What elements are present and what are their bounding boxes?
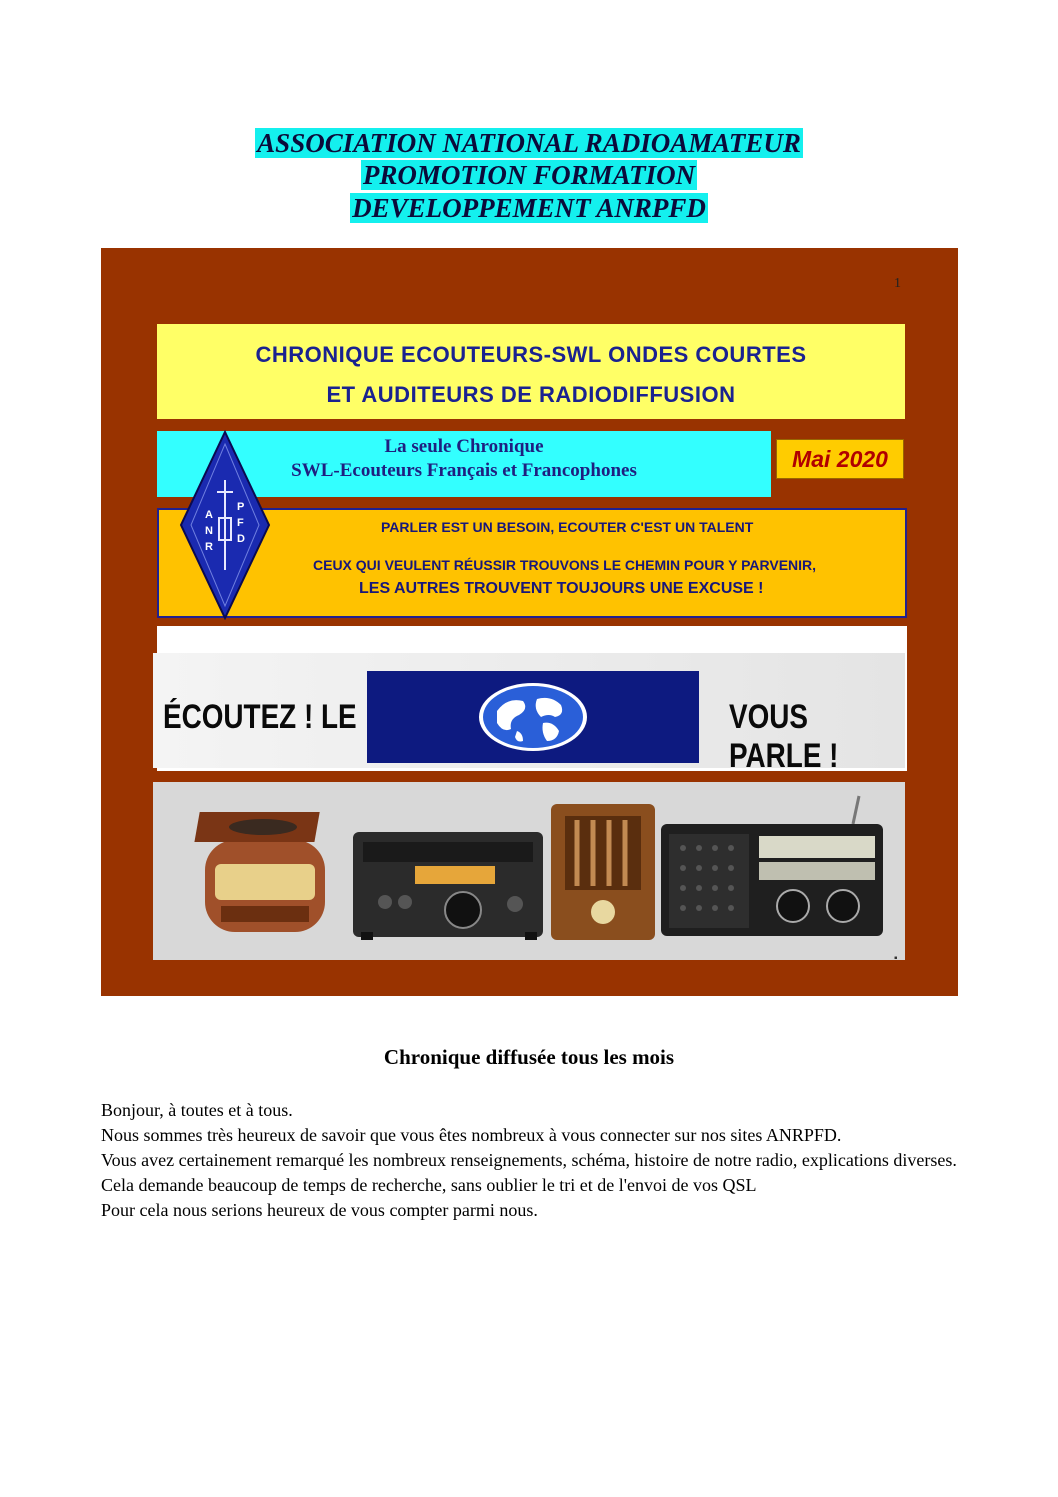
transceiver-icon bbox=[353, 832, 543, 940]
logo-letter-r: R bbox=[205, 541, 213, 553]
banner-line-2: ET AUDITEURS DE RADIODIFFUSION bbox=[326, 382, 736, 407]
logo-letter-f: F bbox=[237, 517, 244, 529]
slogan-right: VOUS PARLE ! bbox=[729, 698, 839, 775]
logo-letter-a: A bbox=[205, 509, 213, 521]
page-number: 1 bbox=[894, 276, 901, 291]
banner-line-1: CHRONIQUE ECOUTEURS-SWL ONDES COURTES bbox=[255, 342, 807, 367]
page-mark: ▪ bbox=[894, 953, 898, 964]
radio-photo-strip bbox=[153, 782, 905, 960]
poster-panel bbox=[101, 248, 958, 996]
radios-illustration bbox=[153, 782, 905, 960]
logo-letter-p: P bbox=[237, 501, 245, 513]
paragraph-welcome: Nous sommes très heureux de savoir que vous êtes nombreux à vous connecter sur nos sites ANRPFD. bbox=[101, 1125, 842, 1145]
header-line-1: ASSOCIATION NATIONAL RADIOAMATEUR bbox=[257, 128, 801, 158]
globe-icon bbox=[367, 671, 699, 763]
shortwave-receiver-icon bbox=[661, 796, 883, 936]
globe-panel bbox=[367, 671, 699, 763]
motto-line-2: CEUX QUI VEULENT RÉUSSIR TROUVONS LE CHEMIN POUR Y PARVENIR, bbox=[313, 557, 817, 573]
motto-line-1: PARLER EST UN BESOIN, ECOUTER C'EST UN TALENT bbox=[381, 519, 754, 535]
chronique-line-1: La seule Chronique bbox=[384, 436, 544, 457]
date-badge: Mai 2020 bbox=[776, 439, 904, 479]
slogan-left: ÉCOUTEZ ! LE bbox=[163, 698, 357, 736]
motto-line-3: LES AUTRES TROUVENT TOUJOURS UNE EXCUSE ! bbox=[359, 580, 764, 597]
header-line-3: DEVELOPPEMENT ANRPFD bbox=[352, 193, 706, 223]
header-line-2: PROMOTION FORMATION bbox=[362, 160, 696, 190]
paragraph-invitation: Pour cela nous serions heureux de vous compter parmi nous. bbox=[101, 1200, 538, 1220]
chronique-line-2: SWL-Ecouteurs Français et Francophones bbox=[291, 460, 637, 481]
slogan-strip bbox=[153, 653, 905, 775]
paragraph-effort: Cela demande beaucoup de temps de recherche, sans oublier le tri et de l'envoi de vos QSL bbox=[101, 1175, 757, 1195]
logo-letter-n: N bbox=[205, 525, 213, 537]
paragraph-resources: Vous avez certainement remarqué les nombreux renseignements, schéma, histoire de notre radio, explications diverses. bbox=[101, 1150, 957, 1170]
wooden-radio-icon bbox=[551, 804, 655, 940]
paragraph-greeting: Bonjour, à toutes et à tous. bbox=[101, 1100, 293, 1120]
body-text bbox=[101, 1098, 961, 1223]
title-banner bbox=[157, 324, 905, 419]
anrpfd-logo-icon bbox=[179, 430, 271, 620]
section-subtitle: Chronique diffusée tous les mois bbox=[383, 1045, 675, 1069]
logo-letter-d: D bbox=[237, 533, 245, 545]
vintage-radio-icon bbox=[194, 812, 325, 932]
